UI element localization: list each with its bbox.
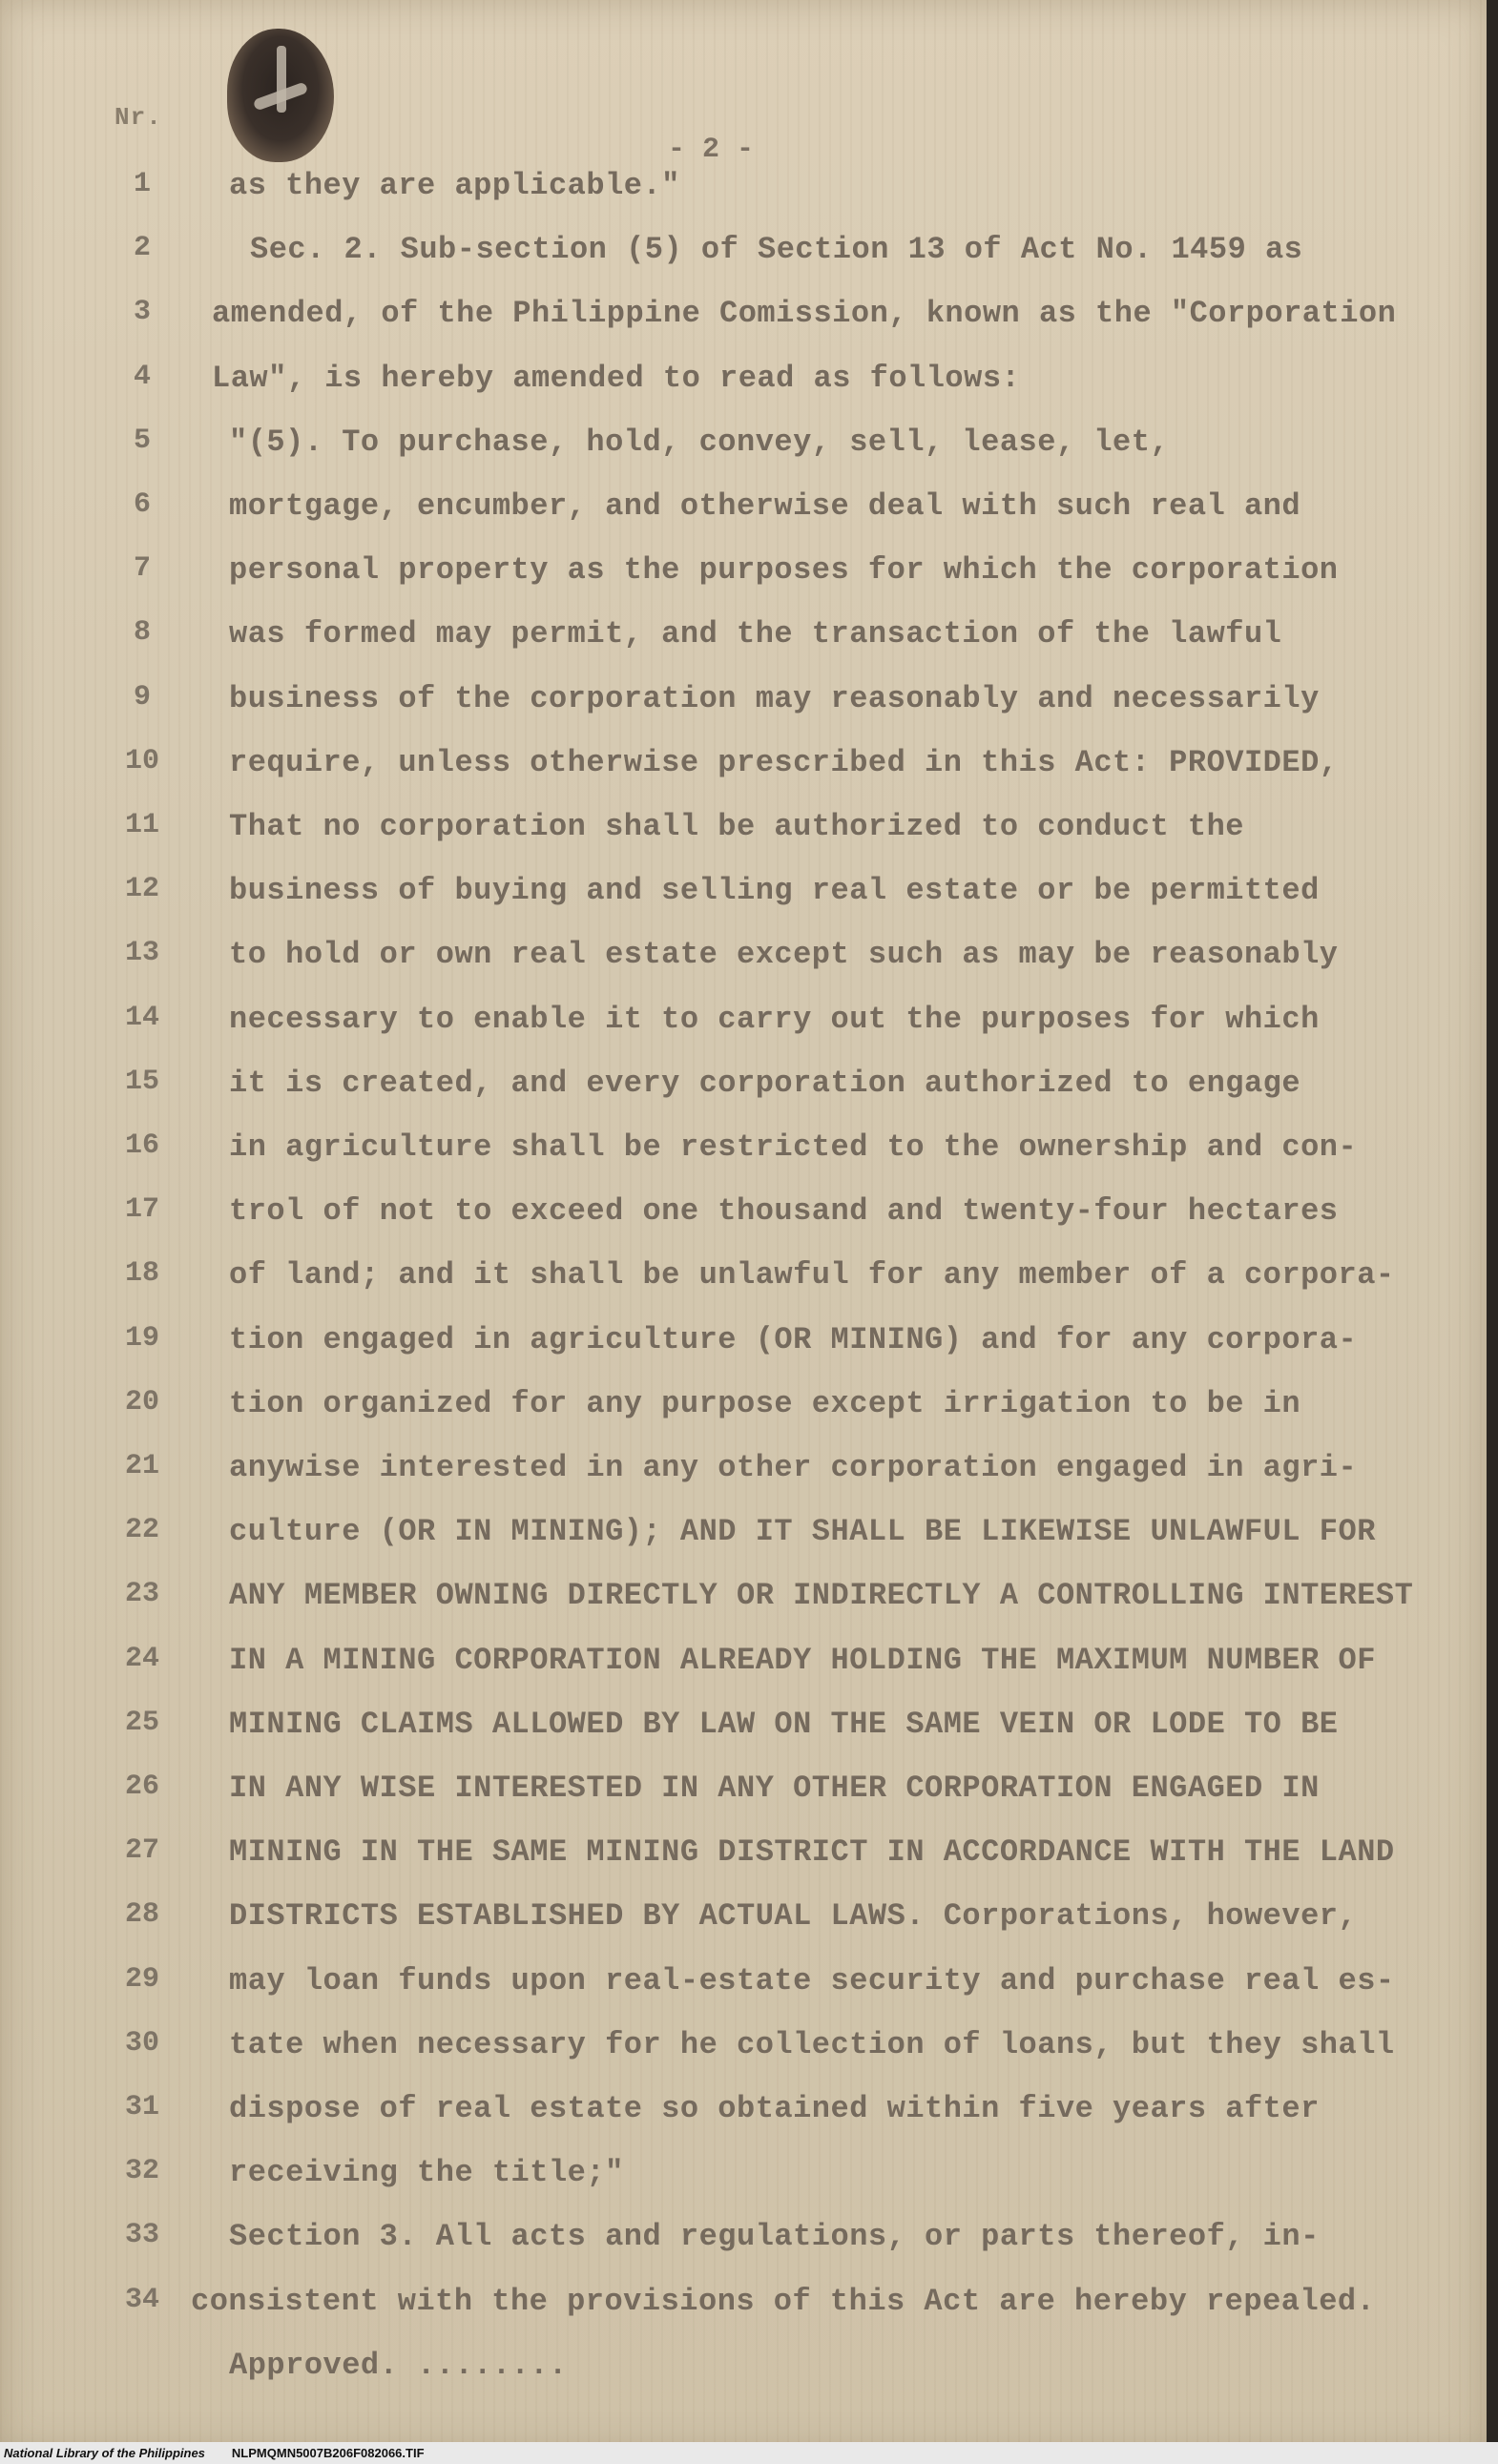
line-number: 30	[124, 2026, 159, 2060]
line-number: 2	[133, 232, 151, 265]
line-number: 3	[133, 296, 151, 329]
line-text: require, unless otherwise prescribed in this Act: PROVIDED,	[229, 744, 1339, 780]
document-line	[0, 1707, 1469, 1758]
line-number: 27	[124, 1834, 159, 1868]
document-line	[0, 1450, 1469, 1501]
document-line	[0, 232, 1469, 283]
line-text: ANY MEMBER OWNING DIRECTLY OR INDIRECTLY A CONTROLLING INTEREST	[229, 1578, 1414, 1614]
document-line	[0, 552, 1469, 604]
line-text: culture (OR IN MINING); AND IT SHALL BE LIKEWISE UNLAWFUL FOR	[229, 1514, 1376, 1550]
line-text: That no corporation shall be authorized to conduct the	[229, 809, 1244, 844]
document-line	[0, 361, 1469, 412]
line-text: Law", is hereby amended to read as follows:	[212, 360, 1021, 396]
line-number: 31	[124, 2091, 159, 2123]
document-line	[0, 2348, 1469, 2399]
document-line	[0, 2284, 1469, 2335]
line-number: 7	[133, 552, 151, 586]
document-line	[0, 1322, 1469, 1374]
line-text: business of the corporation may reasonably and necessarily	[229, 680, 1320, 716]
stain-highlight	[277, 46, 286, 113]
document-line	[0, 1643, 1469, 1694]
line-number: 18	[124, 1257, 159, 1291]
document-line	[0, 488, 1469, 540]
document-line	[0, 168, 1469, 219]
line-number: 13	[124, 937, 159, 970]
line-number: 23	[124, 1578, 159, 1611]
line-text: tate when necessary for he collection of loans, but they shall	[229, 2026, 1395, 2062]
document-line	[0, 1257, 1469, 1309]
file-reference: NLPMQMN5007B206F082066.TIF	[231, 2446, 425, 2460]
archive-footer	[0, 2442, 1498, 2464]
line-number: 25	[124, 1706, 159, 1739]
line-number: 9	[133, 680, 151, 714]
line-number: 16	[124, 1129, 159, 1162]
line-number: 10	[124, 744, 159, 777]
document-line	[0, 1129, 1469, 1181]
line-number: 33	[124, 2219, 159, 2252]
document-line	[0, 1963, 1469, 2015]
line-text: of land; and it shall be unlawful for any member of a corpora-	[229, 1257, 1395, 1294]
library-name: National Library of the Philippines	[4, 2446, 205, 2460]
document-line	[0, 937, 1469, 988]
document-line	[0, 1770, 1469, 1822]
line-text: IN A MINING CORPORATION ALREADY HOLDING THE MAXIMUM NUMBER OF	[229, 1642, 1376, 1678]
line-number-header: Nr.	[114, 103, 162, 132]
line-number: 5	[133, 424, 151, 457]
document-line	[0, 1898, 1469, 1950]
line-text: in agriculture shall be restricted to the ownership and con-	[229, 1129, 1358, 1165]
line-text: consistent with the provisions of this Act are hereby repealed.	[191, 2283, 1376, 2319]
line-text: anywise interested in any other corporation engaged in agri-	[229, 1450, 1358, 1485]
line-number: 17	[124, 1193, 159, 1227]
document-line	[0, 809, 1469, 860]
line-text: trol of not to exceed one thousand and twenty-four hectares	[229, 1193, 1339, 1230]
document-line	[0, 1386, 1469, 1438]
line-number: 29	[124, 1962, 159, 1996]
page-number: - 2 -	[668, 134, 755, 166]
line-text: may loan funds upon real-estate security and purchase real es-	[229, 1962, 1395, 1998]
line-text: dispose of real estate so obtained within five years after	[229, 2091, 1320, 2126]
line-text: as they are applicable."	[229, 168, 680, 203]
document-line	[0, 2091, 1469, 2143]
document-line	[0, 1514, 1469, 1565]
line-number: 32	[124, 2155, 159, 2188]
document-line	[0, 2027, 1469, 2079]
line-number: 6	[133, 488, 151, 521]
document-line	[0, 296, 1469, 347]
document-line	[0, 873, 1469, 924]
line-number: 4	[133, 360, 151, 393]
line-text: it is created, and every corporation authorized to engage	[229, 1065, 1301, 1101]
line-number: 24	[124, 1642, 159, 1675]
line-text: MINING IN THE SAME MINING DISTRICT IN ACCORDANCE WITH THE LAND	[229, 1834, 1395, 1871]
line-number: 22	[124, 1514, 159, 1547]
line-number: 1	[133, 168, 151, 200]
line-number: 34	[124, 2283, 159, 2316]
line-number: 11	[124, 809, 159, 841]
document-line	[0, 1834, 1469, 1886]
document-line	[0, 616, 1469, 668]
line-number: 12	[124, 873, 159, 906]
line-text: tion engaged in agriculture (OR MINING) and for any corpora-	[229, 1321, 1358, 1357]
document-line	[0, 1193, 1469, 1245]
line-text: Sec. 2. Sub-section (5) of Section 13 of Act No. 1459 as	[250, 232, 1303, 268]
line-text: tion organized for any purpose except irrigation to be in	[229, 1385, 1301, 1421]
document-line	[0, 745, 1469, 797]
line-text: personal property as the purposes for which the corporation	[229, 552, 1339, 589]
line-number: 28	[124, 1898, 159, 1932]
line-number: 21	[124, 1450, 159, 1482]
line-number: 19	[124, 1321, 159, 1355]
document-line	[0, 2219, 1469, 2270]
document-line	[0, 1066, 1469, 1117]
line-text: business of buying and selling real estate or be permitted	[229, 873, 1320, 909]
line-text: necessary to enable it to carry out the purposes for which	[229, 1001, 1320, 1037]
document-line	[0, 681, 1469, 733]
line-number: 20	[124, 1385, 159, 1418]
line-text: Section 3. All acts and regulations, or parts thereof, in-	[229, 2219, 1320, 2255]
line-text: amended, of the Philippine Comission, known as the "Corporation	[212, 296, 1397, 332]
line-text: to hold or own real estate except such as may be reasonably	[229, 937, 1339, 973]
document-line	[0, 1002, 1469, 1053]
line-text: receiving the title;"	[229, 2155, 624, 2191]
line-number: 8	[133, 616, 151, 650]
line-text: "(5). To purchase, hold, convey, sell, lease, let,	[229, 424, 1170, 460]
line-text: IN ANY WISE INTERESTED IN ANY OTHER CORPORATION ENGAGED IN	[229, 1770, 1320, 1806]
line-text: mortgage, encumber, and otherwise deal with such real and	[229, 488, 1301, 524]
line-text: was formed may permit, and the transaction of the lawful	[229, 616, 1282, 652]
line-text: MINING CLAIMS ALLOWED BY LAW ON THE SAME VEIN OR LODE TO BE	[229, 1706, 1339, 1742]
line-number: 14	[124, 1001, 159, 1034]
document-line	[0, 2155, 1469, 2206]
line-text: Approved. ........	[229, 2347, 568, 2383]
document-line	[0, 424, 1469, 476]
line-text: DISTRICTS ESTABLISHED BY ACTUAL LAWS. Corporations, however,	[229, 1898, 1358, 1935]
line-number: 26	[124, 1770, 159, 1803]
line-number: 15	[124, 1065, 159, 1098]
document-line	[0, 1578, 1469, 1629]
